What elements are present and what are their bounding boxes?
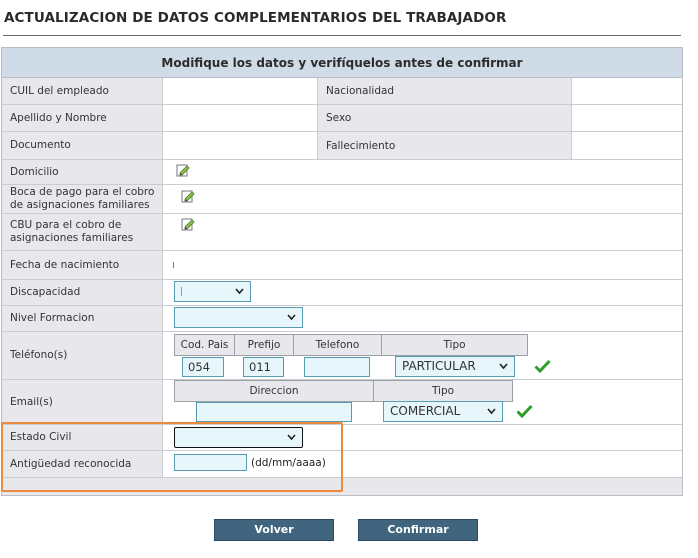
nivel-formacion-select[interactable]: [174, 307, 303, 328]
edit-pencil-icon[interactable]: [181, 189, 195, 203]
label-domicilio: Domicilio: [2, 160, 162, 185]
label-boca-pago: Boca de pago para el cobro de asignaciones familiares: [2, 185, 162, 214]
label-nacionalidad: Nacionalidad: [318, 78, 571, 105]
label-sexo: Sexo: [318, 105, 571, 132]
title-divider: [3, 35, 681, 36]
header-prefijo: Prefijo: [234, 334, 294, 356]
form-header: Modifique los datos y verifíquelos antes de confirmar: [2, 48, 682, 78]
page-title: ACTUALIZACION DE DATOS COMPLEMENTARIOS DEL TRABAJADOR: [4, 10, 507, 26]
label-estado-civil: Estado Civil: [2, 425, 162, 451]
telefono-input[interactable]: [304, 357, 370, 377]
header-cod-pais: Cod. Pais: [174, 334, 235, 356]
checkmark-icon[interactable]: [516, 404, 533, 418]
value-boca-pago: [163, 185, 682, 214]
value-fecha-nacimiento: [163, 251, 682, 280]
highlight-box: [1, 422, 343, 492]
tipo-telefono-select[interactable]: [395, 356, 515, 377]
label-antiguedad: Antigüedad reconocida: [2, 451, 162, 478]
value-cbu: [163, 214, 682, 251]
label-cbu: CBU para el cobro de asignaciones familiares: [2, 214, 162, 251]
chevron-down-icon: [287, 314, 296, 321]
label-discapacidad: Discapacidad: [2, 280, 162, 306]
label-apellido-nombre: Apellido y Nombre: [2, 105, 162, 132]
edit-pencil-icon[interactable]: [176, 163, 190, 177]
header-telefono: Telefono: [293, 334, 382, 356]
volver-button[interactable]: Volver: [214, 519, 334, 541]
checkmark-icon[interactable]: [534, 359, 551, 373]
label-fecha-nacimiento: Fecha de nacimiento: [2, 251, 162, 280]
tipo-telefono-value: PARTICULAR: [402, 359, 476, 373]
antiguedad-format-hint: (dd/mm/aaaa): [251, 457, 326, 469]
confirmar-button[interactable]: Confirmar: [358, 519, 478, 541]
header-tipo-telefono: Tipo: [381, 334, 528, 356]
edit-pencil-icon[interactable]: [181, 217, 195, 231]
discapacidad-select[interactable]: [174, 281, 251, 302]
chevron-down-icon: [487, 408, 496, 415]
label-cuil: CUIL del empleado: [2, 78, 162, 105]
header-tipo-email: Tipo: [373, 380, 513, 402]
chevron-down-icon: [235, 288, 244, 295]
email-direccion-input[interactable]: [196, 402, 352, 422]
value-domicilio: [163, 160, 682, 185]
tipo-email-select[interactable]: [383, 401, 503, 422]
chevron-down-icon: [499, 363, 508, 370]
label-documento: Documento: [2, 132, 162, 160]
label-nivel-formacion: Nivel Formacion: [2, 306, 162, 332]
cod-pais-input[interactable]: 054: [182, 357, 224, 377]
tipo-email-value: COMERCIAL: [390, 404, 461, 418]
text-cursor: [173, 262, 174, 268]
label-email: Email(s): [2, 380, 162, 425]
prefijo-input[interactable]: 011: [243, 357, 284, 377]
label-telefonos: Teléfono(s): [2, 332, 162, 380]
label-fallecimiento: Fallecimiento: [318, 132, 571, 160]
header-direccion: Direccion: [174, 380, 374, 402]
